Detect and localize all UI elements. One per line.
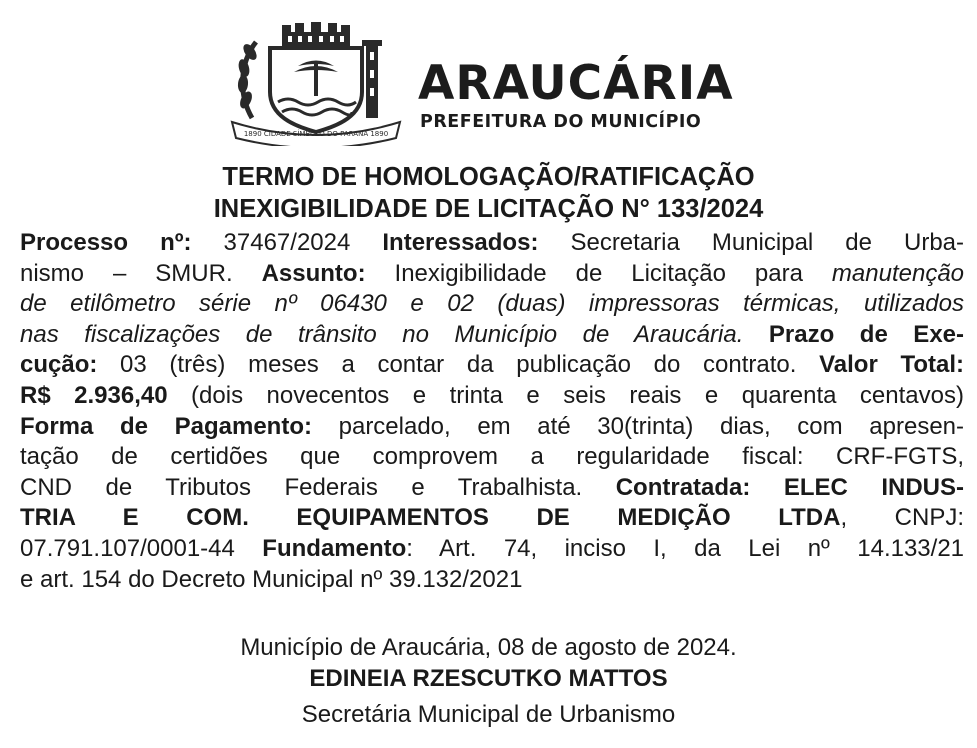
text-segment: CND de Tributos Federais e Trabalhista. — [20, 473, 616, 501]
document-body — [20, 228, 964, 595]
body-line — [20, 350, 964, 381]
body-line — [20, 442, 964, 473]
text-segment: Inexigibilidade de Licitação para — [365, 259, 832, 287]
label-valor-total: Valor Total: — [819, 351, 964, 379]
value-processo: 37467/2024 — [191, 229, 383, 256]
text-segment — [743, 321, 769, 348]
label-interessados: Interessados: — [382, 229, 539, 256]
label-forma-pagamento: Forma de Pagamento: — [20, 412, 312, 440]
signer-role: Secretária Municipal de Urbanismo — [301, 701, 676, 728]
body-line — [20, 320, 964, 351]
text-italic: de etilômetro série nº 06430 e 02 (duas) impressoras térmicas, utilizados — [20, 290, 964, 318]
document-title: TERMO DE HOMOLOGAÇÃO/RATIFICAÇÃO — [222, 163, 755, 191]
value-cnpj: 07.791.107/0001-44 — [20, 534, 263, 562]
label-fundamento: Fundamento — [262, 534, 407, 562]
text-segment: tação de certidões que comprovem a regularidade fiscal: CRF-FGTS, — [20, 443, 964, 471]
label-processo: Processo nº: — [20, 229, 192, 256]
label-prazo-cont: cução: — [20, 351, 98, 379]
label-prazo: Prazo de Exe- — [768, 320, 964, 348]
text-segment: nismo – SMUR. — [20, 259, 262, 287]
text-italic: nas fiscalizações de trânsito no Município de Araucária. — [20, 320, 744, 348]
text-italic: manutenção — [831, 259, 964, 287]
value-interessados: Secretaria Municipal de Urba- — [538, 229, 964, 256]
value-prazo: 03 (três) meses a contar da publicação do contrato. — [97, 351, 820, 379]
coat-ribbon-text: 1890 CIDADE SÍMBOLO DO PARANÁ 1890 — [243, 130, 389, 138]
document-subtitle: INEXIGIBILIDADE DE LICITAÇÃO N° 133/2024 — [213, 195, 764, 223]
body-line — [20, 259, 964, 290]
value-fundamento: : Art. 74, inciso I, da Lei nº 14.133/21 — [406, 534, 964, 562]
label-contratada: Contratada: ELEC INDUS- — [615, 473, 964, 501]
header-logo — [226, 22, 766, 150]
body-line — [20, 289, 964, 320]
place-date: Município de Araucária, 08 de agosto de 2024. — [240, 634, 737, 661]
body-line — [20, 565, 964, 596]
body-line — [20, 381, 964, 412]
value-contratada: TRIA E COM. EQUIPAMENTOS DE MEDIÇÃO LTDA — [20, 504, 841, 532]
body-line — [20, 534, 964, 565]
label-assunto: Assunto: — [261, 259, 366, 287]
value-valor-extenso: (dois novecentos e trinta e seis reais e quarenta centavos) — [167, 381, 964, 409]
brand-name: ARAUCÁRIA — [418, 56, 734, 111]
coat-of-arms-icon — [226, 22, 406, 146]
value-valor-total: R$ 2.936,40 — [20, 381, 168, 409]
body-line — [20, 228, 964, 259]
body-line — [20, 412, 964, 443]
brand-subtitle: PREFEITURA DO MUNICÍPIO — [420, 112, 702, 132]
value-forma-pagamento: parcelado, em até 30(trinta) dias, com apresen- — [311, 412, 964, 440]
value-fundamento-cont: e art. 154 do Decreto Municipal nº 39.132/2021 — [20, 565, 523, 593]
body-line — [20, 503, 964, 534]
body-line — [20, 473, 964, 504]
signer-name: EDINEIA RZESCUTKO MATTOS — [309, 665, 668, 692]
label-cnpj: , CNPJ: — [840, 504, 964, 532]
